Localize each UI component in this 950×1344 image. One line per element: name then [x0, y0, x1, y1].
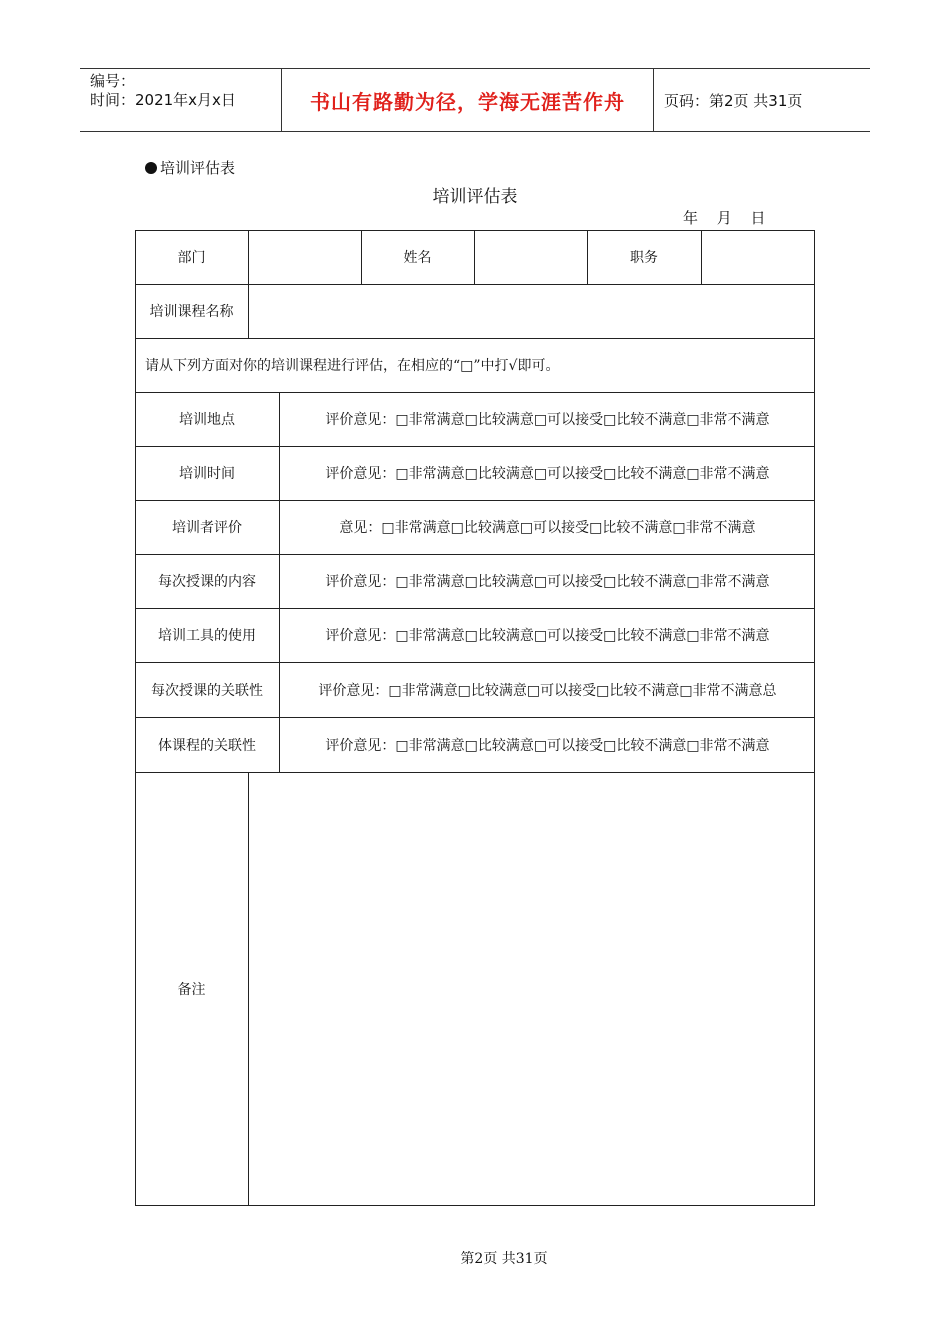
eval-row-label: 培训时间	[179, 466, 235, 482]
bullet-icon	[145, 162, 157, 174]
eval-row-options[interactable]: 评价意见：□非常满意□比较满意□可以接受□比较不满意□非常不满意	[325, 412, 770, 428]
section-label	[145, 157, 235, 178]
remarks-label: 备注	[177, 982, 206, 998]
section-label-text: 培训评估表	[160, 159, 236, 177]
eval-row-options[interactable]: 评价意见：□非常满意□比较满意□可以接受□比较不满意□非常不满意	[325, 737, 770, 754]
eval-row-label: 培训工具的使用	[158, 628, 256, 644]
eval-row-label: 培训地点	[179, 412, 235, 428]
header-motto-cell	[282, 69, 654, 131]
header-page-cell	[654, 69, 870, 131]
form-title: 培训评估表	[432, 187, 518, 207]
instruction-text: 请从下列方面对你的培训课程进行评估，在相应的“□”中打√即可。	[145, 358, 560, 374]
evaluation-form	[135, 230, 815, 1206]
eval-row-options[interactable]: 评价意见：□非常满意□比较满意□可以接受□比较不满意□非常不满意	[325, 466, 770, 482]
name-label: 姓名	[403, 250, 432, 266]
page-footer: 第2页 共31页	[460, 1251, 548, 1267]
remarks-field[interactable]	[249, 773, 814, 1205]
motto: 书山有路勤为径，学海无涯苦作舟	[310, 89, 625, 114]
eval-row-label: 每次授课的内容	[158, 574, 256, 590]
position-label: 职务	[630, 250, 658, 266]
course-name-field[interactable]	[249, 285, 814, 338]
eval-row-label: 体课程的关联性	[158, 737, 256, 754]
eval-row-label: 每次授课的关联性	[151, 682, 263, 699]
course-name-label: 培训课程名称	[149, 304, 234, 320]
eval-row-options[interactable]: 评价意见：□非常满意□比较满意□可以接受□比较不满意□非常不满意总	[318, 682, 777, 699]
document-code-label: 编号：	[90, 72, 136, 90]
header-meta	[80, 69, 282, 131]
eval-row-label: 培训者评价	[172, 520, 242, 536]
document-header	[80, 68, 870, 132]
page-info: 页码：第2页 共31页	[664, 91, 803, 110]
position-field[interactable]	[702, 231, 814, 284]
eval-row-options[interactable]: 意见：□非常满意□比较满意□可以接受□比较不满意□非常不满意	[339, 520, 756, 536]
eval-row-options[interactable]: 评价意见：□非常满意□比较满意□可以接受□比较不满意□非常不满意	[325, 628, 770, 644]
department-label: 部门	[177, 250, 206, 266]
name-field[interactable]	[475, 231, 587, 284]
department-field[interactable]	[249, 231, 361, 284]
eval-row-options[interactable]: 评价意见：□非常满意□比较满意□可以接受□比较不满意□非常不满意	[325, 574, 770, 590]
document-time: 时间：2021年x月x日	[90, 91, 236, 109]
date-line: 年 月 日	[683, 209, 766, 227]
